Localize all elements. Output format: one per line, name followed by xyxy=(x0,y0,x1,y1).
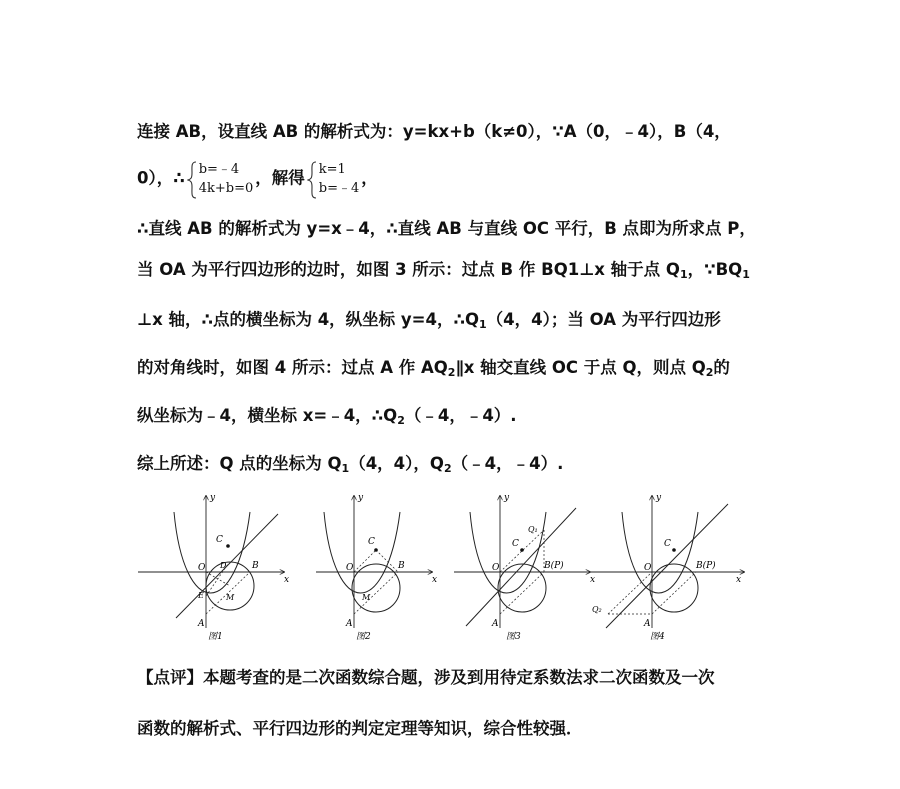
solution-line-3: ∴直线 AB 的解析式为 y=x﹣4，∴直线 AB 与直线 OC 平行，B 点即为所求点 P， xyxy=(137,219,756,238)
label-O: O xyxy=(198,563,206,573)
label-C: C xyxy=(512,539,519,549)
figure-1 xyxy=(138,490,298,640)
label-C: C xyxy=(368,537,375,547)
label-B: B(P) xyxy=(544,561,564,571)
label-x: x xyxy=(590,575,596,585)
solution-line-4: 当 OA 为平行四边形的边时，如图 3 所示：过点 B 作 BQ1⊥x 轴于点 $Q_1$，$\because BQ_1$ xyxy=(137,260,750,281)
label-B: B(P) xyxy=(696,561,716,571)
label-C: C xyxy=(216,535,223,545)
figure-4 xyxy=(578,490,748,640)
label-y: y xyxy=(358,493,364,503)
label-C: C xyxy=(664,539,671,549)
figure-caption: 图3 xyxy=(506,632,521,640)
solution-line-1: 连接 AB，设直线 AB 的解析式为：y=kx+b（k≠0），∵A（0，﹣4），B（4， xyxy=(137,122,731,141)
label-x: x xyxy=(284,575,290,585)
solution-line-8: 综上所述：Q 点的坐标为 $Q_1(4$，4），$Q_2(﹣4$，﹣4）. xyxy=(137,454,564,475)
label-O: O xyxy=(346,563,354,573)
label-E: E xyxy=(198,591,204,600)
label-y: y xyxy=(504,493,510,503)
figure-caption: 图1 xyxy=(208,632,223,640)
solution-line-6: 的对角线时，如图 4 所示：过点 A 作 $AQ_2\parallel x$ 轴交直线 OC 于点 Q，则点 $Q_2$的 xyxy=(137,358,730,379)
label-x: x xyxy=(736,575,742,585)
label-O: O xyxy=(492,563,500,573)
label-A: A xyxy=(492,619,499,629)
label-O: O xyxy=(644,563,652,573)
label-Q1: Q₁ xyxy=(528,525,538,534)
label-A: A xyxy=(644,619,651,629)
solution-line-5: ⊥x 轴，∴点的横坐标为 4，纵坐标 y=4，$\therefore Q_1(4$，4）；当 OA 为平行四边形 xyxy=(137,310,721,331)
solution-line-2: 0），∴ b=﹣4 4k+b=0 ，解得 k=1 b=﹣4 ， xyxy=(137,162,378,196)
figure-2 xyxy=(296,490,456,640)
label-D: D xyxy=(220,561,227,570)
label-y: y xyxy=(210,493,216,503)
comment-line-2: 函数的解析式、平行四边形的判定定理等知识，综合性较强． xyxy=(137,719,583,738)
equation-system-1: b=﹣4 4k+b=0 xyxy=(187,160,254,198)
label-Q2: Q₂ xyxy=(592,605,602,614)
equation-system-2: k=1 b=﹣4 xyxy=(307,160,360,198)
label-y: y xyxy=(656,493,662,503)
label-B: B xyxy=(252,561,259,571)
label-B: B xyxy=(398,561,405,571)
label-A: A xyxy=(346,619,353,629)
figure-3 xyxy=(440,490,600,640)
figure-caption: 图2 xyxy=(356,632,371,640)
label-M: M xyxy=(226,593,235,602)
label-x: x xyxy=(432,575,438,585)
figure-caption: 图4 xyxy=(650,632,665,640)
comment-line-1: 【点评】本题考查的是二次函数综合题，涉及到用待定系数法求二次函数及一次 xyxy=(137,668,715,687)
label-M: M xyxy=(362,593,371,602)
solution-line-7: 纵坐标为﹣4，横坐标 x=﹣4，$\therefore Q_2(﹣4$，﹣4）. xyxy=(137,406,517,427)
label-A: A xyxy=(198,619,205,629)
